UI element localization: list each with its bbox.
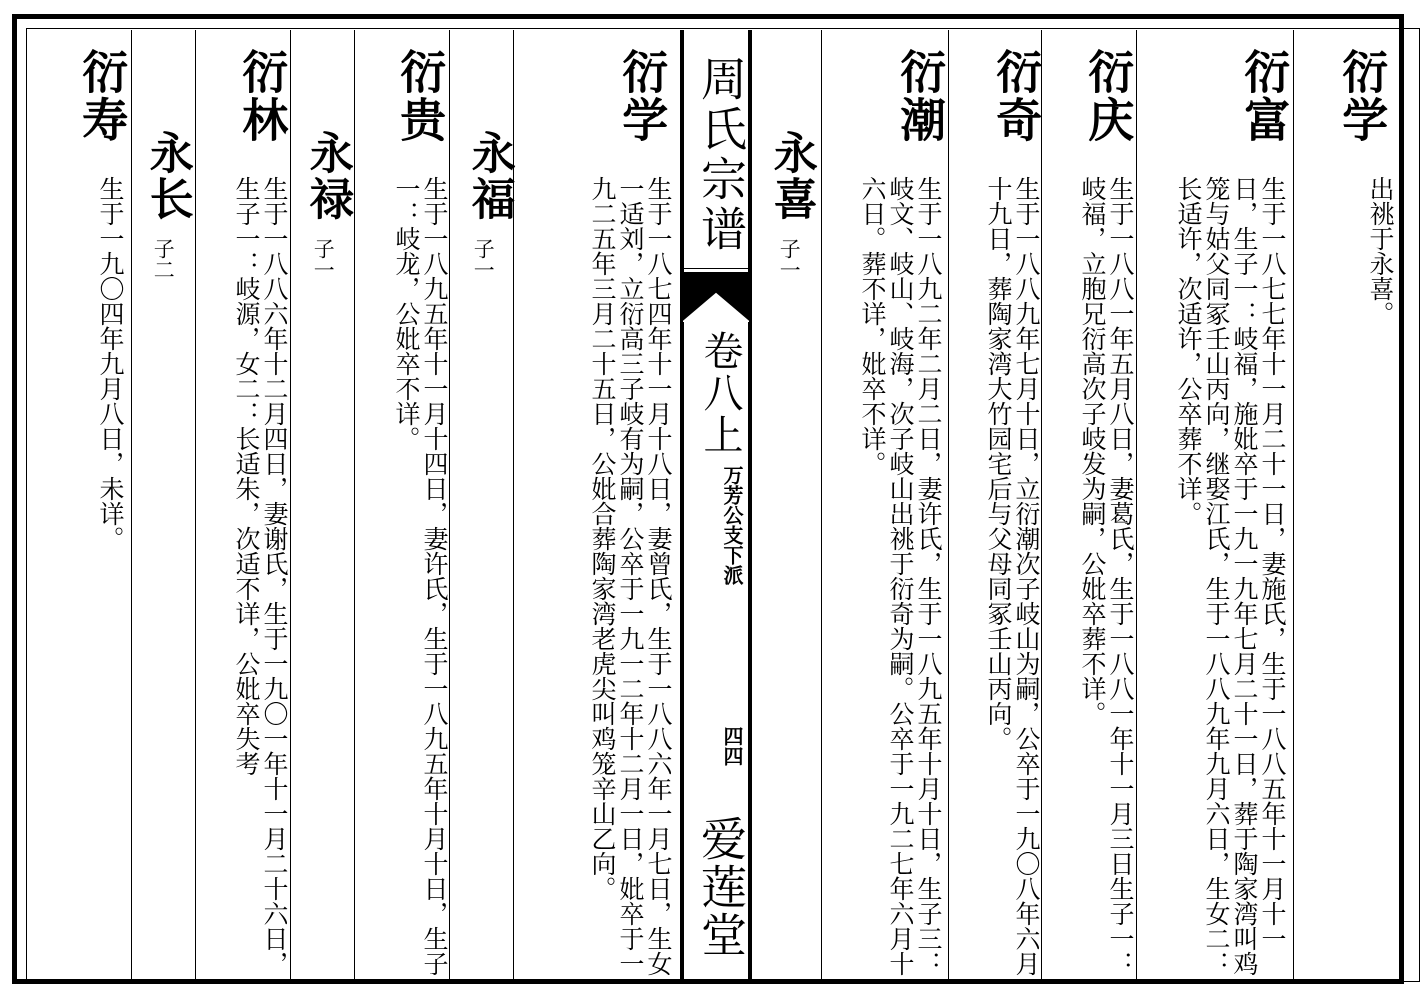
column-divider <box>1041 30 1042 980</box>
son-name: 永禄 <box>301 130 353 222</box>
entry-body: 出祧于永喜。 <box>1366 176 1395 326</box>
son-name: 永长 <box>141 130 193 222</box>
column-divider <box>290 30 291 980</box>
entry-name: 衍潮 <box>893 48 948 144</box>
entry-name: 衍寿 <box>75 48 130 144</box>
column-divider <box>821 30 822 980</box>
son-label: 子一 <box>311 238 336 280</box>
column-divider <box>195 30 196 980</box>
column-divider <box>449 30 450 980</box>
son-name: 永喜 <box>765 130 817 222</box>
entry-body: 生于一八九五年十一月十四日，妻许氏，生于一八九五年十月十日，生子一：岐龙，公妣卒不详。 <box>392 176 449 976</box>
column-divider <box>1293 30 1294 980</box>
title-rule <box>683 268 749 269</box>
center-divider-left <box>680 30 684 980</box>
column-divider <box>131 30 132 980</box>
entry-name: 衍庆 <box>1081 48 1136 144</box>
column-divider <box>1136 30 1137 980</box>
son-label: 子一 <box>777 238 802 280</box>
column-divider <box>948 30 949 980</box>
fishtail-ornament <box>683 272 749 322</box>
branch-label: 万芳公支下派 <box>720 465 744 585</box>
entry-body: 生于一八七四年十一月十八日，妻曾氏，生于一八八六年一月七日，生女一适刘，立衍高三子岐有为嗣，公卒于一九一二年十二月一日，妣卒于一九二五年三月二十五日，公妣合葬陶家湾老虎尖叫鸡笼辛山乙向。 <box>588 176 673 976</box>
entry-name: 衍林 <box>235 48 290 144</box>
column-divider <box>354 30 355 980</box>
entry-body: 生于一八八九年七月十日，立衍潮次子岐山为嗣，公卒于一九〇八年六月十九日，葬陶家湾大竹园宅后与父母同冢壬山丙向。 <box>984 176 1041 976</box>
entry-name: 衍学 <box>615 48 670 144</box>
entry-body: 生于一九〇四年九月八日，未详。 <box>96 176 125 551</box>
son-label: 子一 <box>471 238 496 280</box>
entry-name: 衍富 <box>1237 48 1292 144</box>
entry-body: 生于一八八六年十二月四日，妻谢氏，生于一九〇一年十一月二十六日，生子一：岐源，女二：长适朱，次适不详，公妣卒失考 <box>232 176 289 976</box>
son-label: 子二 <box>151 238 176 280</box>
hall-name: 爱莲堂 <box>694 815 748 959</box>
son-name: 永福 <box>463 130 515 222</box>
entry-name: 衍学 <box>1335 48 1390 144</box>
entry-body: 生于一八七七年十一月二十一日，妻施氏，生于一八八五年十一月十一日，生子一：岐福，施妣卒于一九一九年七月二十一日，葬于陶家湾叫鸡笼与姑父同冢壬山丙向，继娶江氏，生于一八八九年九月六日，生女二：长适许，次适许，公卒葬不详。 <box>1174 176 1287 976</box>
entry-body: 生于一八九二年二月二日，妻许氏，生于一八九五年十月十日，生子三：岐文、岐山、岐海，次子岐山出祧于衍奇为嗣。公卒于一九二七年六月十六日。葬不详，妣卒不详。 <box>858 176 943 976</box>
entry-name: 衍贵 <box>393 48 448 144</box>
volume-label: 卷八上 <box>697 330 743 456</box>
entry-name: 衍奇 <box>989 48 1044 144</box>
page-number: 四四 <box>720 726 744 766</box>
entry-body: 生于一八八一年五月八日，妻葛氏，生于一八八一年十一月三日生子一：岐福，立胞兄衍高次子岐发为嗣，公妣卒葬不详。 <box>1078 176 1135 976</box>
genealogy-title: 周氏宗谱 <box>694 55 748 255</box>
